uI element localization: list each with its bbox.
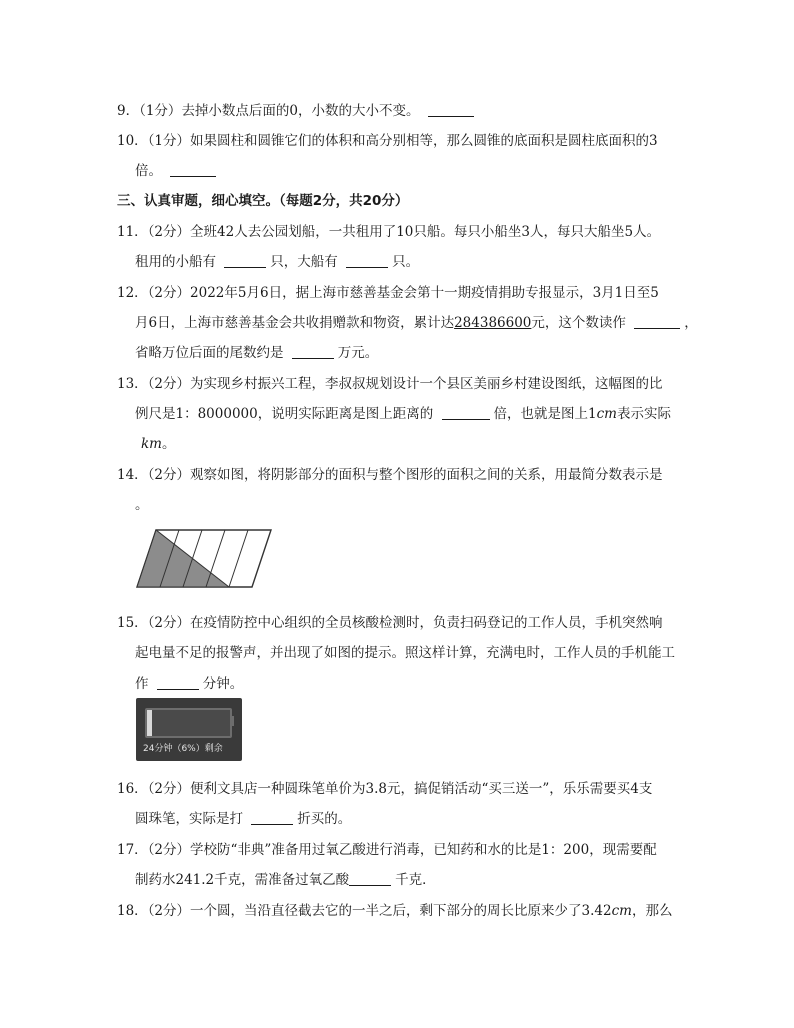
question-11-cont — [135, 252, 419, 272]
answer-blank[interactable] — [251, 810, 293, 825]
question-text: 如果圆柱和圆锥它们的体积和高分别相等，那么圆锥的底面积是圆柱底面积的3 — [190, 133, 658, 149]
question-text: 作 — [135, 676, 149, 692]
unit-text: cm — [611, 903, 632, 919]
question-text: 例尺是1：8000000，说明实际距离是图上距离的 — [135, 406, 434, 422]
question-17 — [117, 840, 657, 860]
question-score: （1分） — [139, 103, 182, 119]
battery-label: 24分钟（6%）剩余 — [143, 744, 223, 754]
question-13-cont — [135, 404, 671, 424]
question-text: 省略万位后面的尾数约是 — [135, 345, 284, 361]
question-number: 11． — [117, 224, 148, 240]
question-score: （2分） — [147, 842, 191, 858]
question-score: （1分） — [147, 133, 191, 149]
question-text: 为实现乡村振兴工程，李叔叔规划设计一个县区美丽乡村建设图纸，这幅图的比 — [190, 376, 663, 392]
question-12 — [117, 283, 659, 303]
question-text: 只。 — [392, 254, 420, 270]
answer-blank[interactable] — [634, 314, 680, 329]
question-score: （2分） — [147, 285, 191, 301]
question-text: 学校防“非典”准备用过氧乙酸进行消毒，已知药和水的比是1：200，现需要配 — [190, 842, 657, 858]
question-16 — [117, 779, 652, 799]
question-score: （2分） — [147, 903, 191, 919]
question-text: 2022年5月6日，据上海市慈善基金会第十一期疫情捐助专报显示，3月1日至5 — [190, 285, 659, 301]
question-text: 折买的。 — [297, 811, 352, 827]
question-number: 13． — [117, 376, 148, 392]
question-15-cont — [135, 643, 675, 663]
battery-icon — [145, 708, 232, 738]
question-number: 15． — [117, 615, 148, 631]
answer-blank[interactable] — [292, 344, 334, 359]
question-number: 17． — [117, 842, 148, 858]
answer-blank[interactable] — [157, 675, 199, 690]
battery-tip — [230, 716, 234, 726]
question-text: 。 — [135, 497, 149, 513]
answer-blank[interactable] — [428, 102, 474, 117]
answer-blank[interactable] — [224, 253, 266, 268]
question-score: （2分） — [147, 376, 191, 392]
question-16-cont — [135, 809, 351, 829]
question-text: ，那么 — [631, 903, 673, 919]
question-13 — [117, 374, 663, 394]
section-header: 三、认真审题，细心填空。（每题2分，共20分） — [117, 193, 409, 209]
question-text: 月6日，上海市慈善基金会共收捐赠款和物资，累计达 — [135, 315, 455, 331]
parallelogram-figure — [134, 527, 274, 589]
question-text: ， — [684, 315, 698, 331]
question-text: 起电量不足的报警声，并出现了如图的提示。照这样计算，充满电时，工作人员的手机能工 — [135, 645, 675, 661]
question-number: 10． — [117, 133, 148, 149]
question-12-cont — [135, 313, 698, 333]
question-number: 14． — [117, 467, 148, 483]
question-text: 观察如图，将阴影部分的面积与整个图形的面积之间的关系，用最简分数表示是 — [190, 467, 663, 483]
question-score: （2分） — [147, 224, 191, 240]
question-10 — [117, 131, 658, 151]
question-score: （2分） — [147, 615, 191, 631]
question-text: 一个圆，当沿直径截去它的一半之后，剩下部分的周长比原来少了3.42 — [190, 903, 612, 919]
question-text: 元，这个数读作 — [531, 315, 626, 331]
question-9 — [117, 101, 478, 121]
question-text: 便利文具店一种圆珠笔单价为3.8元，搞促销活动“买三送一”，乐乐需要买4支 — [190, 781, 653, 797]
question-text: 制药水241.2千克，需准备过氧乙酸 — [135, 872, 350, 888]
question-17-cont — [135, 870, 436, 890]
question-text: 在疫情防控中心组织的全员核酸检测时，负责扫码登记的工作人员，手机突然响 — [190, 615, 663, 631]
question-14 — [117, 465, 663, 485]
question-text: 万元。 — [337, 345, 379, 361]
answer-blank[interactable] — [346, 253, 388, 268]
question-text: 只，大船有 — [270, 254, 338, 270]
question-text: 圆珠笔，实际是打 — [135, 811, 243, 827]
question-text: 。 — [161, 436, 176, 452]
underlined-amount: 284386600 — [454, 315, 532, 331]
question-text: 千克． — [395, 872, 436, 888]
question-number: 18． — [117, 903, 148, 919]
question-14-cont — [135, 495, 149, 515]
unit-text: cm — [596, 406, 617, 422]
unit-text: km — [141, 436, 162, 452]
question-score: （2分） — [147, 467, 191, 483]
question-number: 12． — [117, 285, 148, 301]
question-15-cont2 — [135, 674, 243, 694]
question-text: 全班42人去公园划船，一共租用了10只船。每只小船坐3人，每只大船坐5人。 — [190, 224, 661, 240]
question-text: 分钟。 — [202, 676, 244, 692]
battery-warning-image — [136, 698, 242, 761]
question-18 — [117, 901, 672, 921]
question-12-cont2 — [135, 343, 378, 363]
battery-level-fill — [147, 710, 152, 736]
question-score: （2分） — [147, 781, 191, 797]
answer-blank[interactable] — [349, 871, 391, 886]
question-text: 倍。 — [135, 163, 162, 179]
question-11 — [117, 222, 660, 242]
question-15 — [117, 613, 663, 633]
question-13-cont2 — [135, 434, 175, 454]
question-text: 租用的小船有 — [135, 254, 216, 270]
question-text: 倍，也就是图上1 — [493, 406, 597, 422]
answer-blank[interactable] — [170, 162, 216, 177]
question-number: 16． — [117, 781, 148, 797]
question-text: 表示实际 — [616, 406, 671, 422]
question-10-cont — [135, 161, 220, 181]
question-text: 去掉小数点后面的0，小数的大小不变。 — [181, 103, 420, 119]
answer-blank[interactable] — [442, 405, 490, 420]
question-number: 9． — [117, 103, 140, 119]
